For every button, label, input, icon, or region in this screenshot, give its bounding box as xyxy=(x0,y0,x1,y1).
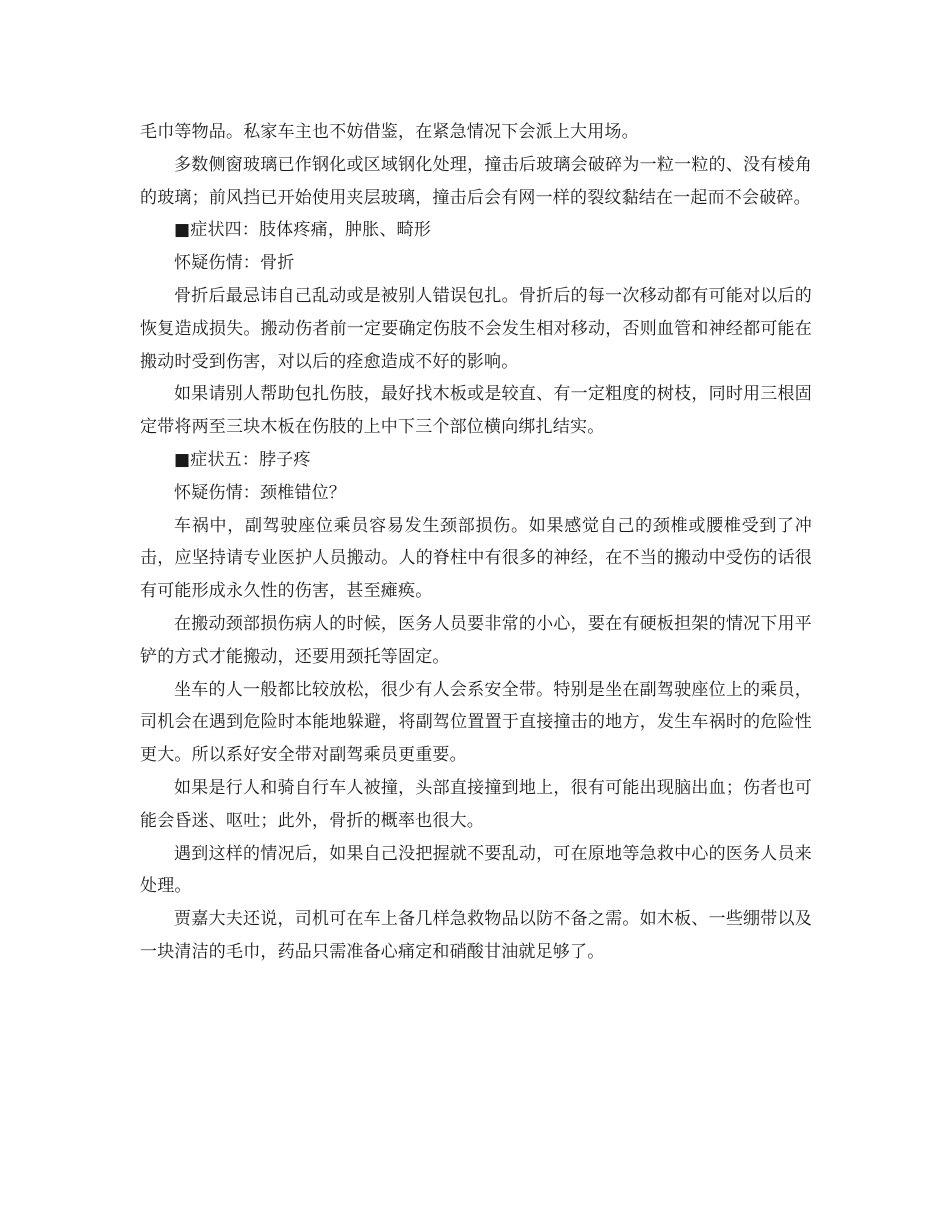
paragraph-wait-for-help: 遇到这样的情况后，如果自己没把握就不要乱动，可在原地等急救中心的医务人员来处理。 xyxy=(140,843,812,897)
paragraph-glass: 多数侧窗玻璃已作钢化或区域钢化处理，撞击后玻璃会破碎为一粒一粒的、没有棱角的玻璃；前风挡已开始使用夹层玻璃，撞击后会有网一样的裂纹黏结在一起而不会破碎。 xyxy=(140,154,812,208)
paragraph-seatbelt: 坐车的人一般都比较放松，很少有人会系安全带。特别是坐在副驾驶座位上的乘员，司机会在遇到危险时本能地躲避，将副驾位置置于直接撞击的地方，发生车祸时的危险性更大。所以系好安全带对副驾乘员更重要。 xyxy=(140,679,812,766)
symptom-four-heading: ■症状四：肢体疼痛，肿胀、畸形 xyxy=(174,220,432,241)
suspected-injury-neck: 怀疑伤情：颈椎错位？ xyxy=(174,482,346,503)
paragraph-continuation: 毛巾等物品。私家车主也不妨借鉴，在紧急情况下会派上大用场。 xyxy=(140,122,639,142)
paragraph-neck-moving: 在搬动颈部损伤病人的时候，医务人员要非常的小心，要在有硬板担架的情况下用平铲的方式才能搬动，还要用颈托等固定。 xyxy=(140,613,812,667)
paragraph-pedestrian: 如果是行人和骑自行车人被撞，头部直接撞到地上，很有可能出现脑出血；伤者也可能会昏迷、呕吐；此外，骨折的概率也很大。 xyxy=(140,777,812,831)
paragraph-neck-injury: 车祸中，副驾驶座位乘员容易发生颈部损伤。如果感觉自己的颈椎或腰椎受到了冲击，应坚持请专业医护人员搬动。人的脊柱中有很多的神经，在不当的搬动中受伤的话很有可能形成永久性的伤害，甚至瘫痪。 xyxy=(140,515,812,602)
document-body xyxy=(140,116,812,969)
symptom-five-heading: ■症状五：脖子疼 xyxy=(174,449,311,470)
paragraph-fracture-advice: 骨折后最忌讳自己乱动或是被别人错误包扎。骨折后的每一次移动都有可能对以后的恢复造成损失。搬动伤者前一定要确定伤肢不会发生相对移动，否则血管和神经都可能在搬动时受到伤害，对以后的痊愈造成不好的影响。 xyxy=(140,285,812,372)
suspected-injury-fracture: 怀疑伤情：骨折 xyxy=(174,253,295,274)
paragraph-first-aid-kit: 贾嘉大夫还说，司机可在车上备几样急救物品以防不备之需。如木板、一些绷带以及一块清洁的毛巾，药品只需准备心痛定和硝酸甘油就足够了。 xyxy=(140,909,812,962)
paragraph-splint-advice: 如果请别人帮助包扎伤肢，最好找木板或是较直、有一定粗度的树枝，同时用三根固定带将两至三块木板在伤肢的上中下三个部位横向绑扎结实。 xyxy=(140,384,812,438)
